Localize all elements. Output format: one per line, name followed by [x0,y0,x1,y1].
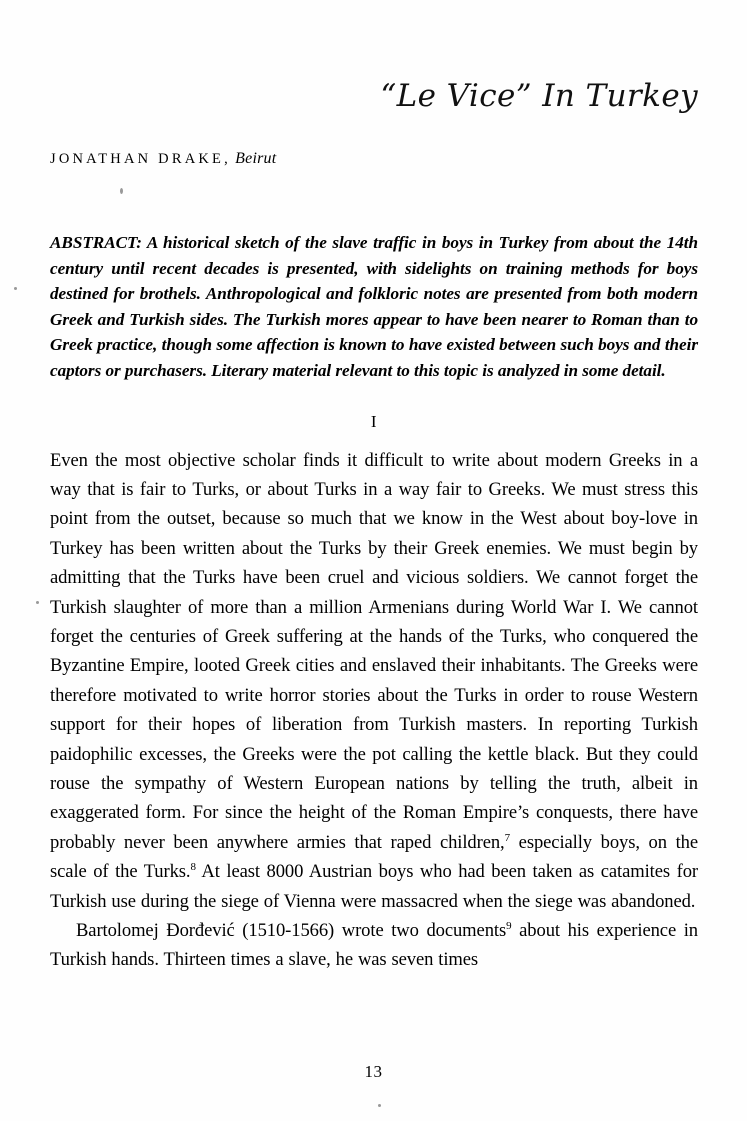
paragraph: Even the most objective scholar finds it difficult to write about modern Greeks in a way that is fair to Turks, or about Turks in a way fair to Greeks. We must stress this point from the outset, because so much that we know in the West about boy-love in Turkey has been written about the Turks by their Greek enemies. We must begin by admitting that the Turks have been cruel and vicious soldiers. We cannot forget the Turkish slaughter of more than a million Armenians during World War I. We cannot forget the centuries of Greek suffering at the hands of the Turks, who conquered the Byzantine Empire, looted Greek cities and enslaved their inhabitants. The Greeks were therefore motivated to write horror stories about the Turks in order to rouse Western support for their hopes of liberation from Turkish masters. In reporting Turkish paidophilic excesses, the Greeks were the pot calling the kettle black. But they could rouse the sympathy of Western European nations by telling the truth, albeit in exaggerated form. For since the height of the Roman Empire’s conquests, there have probably never been anywhere armies that raped children,$^7$ especially boys, on the scale of the Turks.$^8$ At least 8000 Austrian boys who had been taken as catamites for Turkish use during the siege of Vienna were massacred when the siege was abandoned. [50,449,698,912]
footnote-marker: 8 [190,861,196,874]
body-text [50,446,698,975]
page-title: “Le Vice” In Turkey [380,78,698,114]
footnote-marker: 7 [504,831,511,844]
paper-speck [14,287,17,290]
footnote-marker: 9 [506,919,512,932]
article-content [50,60,698,975]
abstract [50,230,698,384]
paper-speck [378,1104,381,1107]
byline [50,150,698,168]
author-affiliation: Beirut [235,150,277,167]
author-name: JONATHAN DRAKE, [50,151,231,167]
paragraph: Bartolomej Đorđević (1510-1566) wrote two documents$^9$ about his experience in Turkish hands. Thirteen times a slave, he was seven times [50,919,699,971]
abstract-label: ABSTRACT: [50,233,142,252]
section-number: I [370,411,378,431]
abstract-text: A historical sketch of the slave traffic in boys in Turkey from about the 14th century until recent decades is presented, with sidelights on training methods for boys destined for brothels. Anthropological and folkloric notes are presented from both modern Greek and Turkish sides. The Turkish mores appear to have been nearer to Roman than to Greek practice, though some affection is known to have existed between such boys and their captors or purchasers. Literary material relevant to this topic is analyzed in some detail. [50,233,698,380]
paper-speck [36,601,39,604]
page-number: 13 [364,1062,383,1081]
